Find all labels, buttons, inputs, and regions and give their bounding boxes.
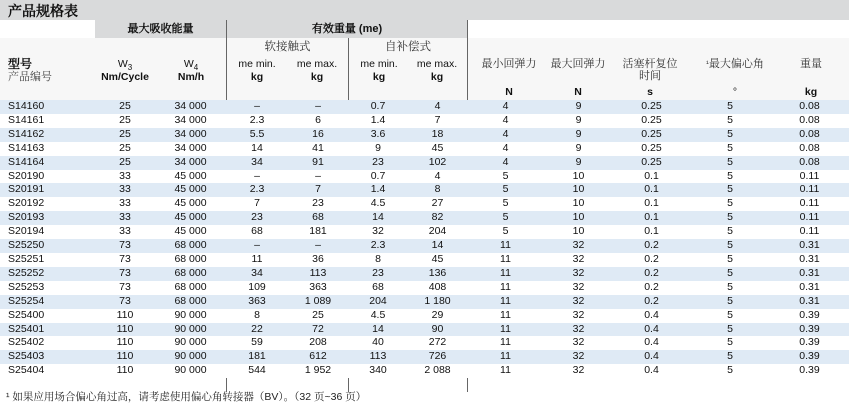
table-cell: 10 (544, 225, 613, 239)
table-cell: 0.25 (613, 114, 690, 128)
table-cell: 0.11 (770, 183, 849, 197)
table-cell: 11 (467, 309, 544, 323)
table-cell: 0.1 (613, 197, 690, 211)
model-cell: S20193 (0, 211, 95, 225)
table-cell: 22 (226, 323, 288, 337)
table-cell: 408 (408, 281, 467, 295)
table-cell: 33 (95, 211, 155, 225)
table-cell: 68 000 (155, 295, 226, 309)
table-cell: 272 (408, 336, 467, 350)
table-cell: 73 (95, 253, 155, 267)
table-cell: 0.25 (613, 100, 690, 114)
table-cell: 14 (408, 239, 467, 253)
table-cell: 363 (226, 295, 288, 309)
table-cell: 5 (690, 336, 770, 350)
self-min-unit: kg (372, 71, 386, 83)
self-min-header: me min. (360, 58, 398, 70)
table-cell: 25 (95, 142, 155, 156)
table-cell: 3.6 (348, 128, 408, 142)
reset-time-header: 活塞杆复位时间 (622, 58, 678, 82)
weight-header: 重量 (800, 58, 822, 70)
table-cell: 32 (544, 267, 613, 281)
table-cell: 34 000 (155, 100, 226, 114)
max-angle-unit: ° (732, 86, 738, 98)
group-effective-weight: 有效重量 (me) (227, 20, 467, 38)
table-cell: 68 (348, 281, 408, 295)
table-cell: 208 (288, 336, 348, 350)
table-cell: 5 (690, 211, 770, 225)
table-cell: 5 (690, 197, 770, 211)
table-cell: 5 (690, 170, 770, 184)
table-cell: 23 (348, 267, 408, 281)
table-cell: 0.39 (770, 323, 849, 337)
table-cell: 0.1 (613, 170, 690, 184)
table-row (0, 211, 849, 225)
table-cell: 204 (348, 295, 408, 309)
table-cell: 204 (408, 225, 467, 239)
table-cell: 33 (95, 225, 155, 239)
table-cell: 0.4 (613, 364, 690, 378)
table-cell: 33 (95, 183, 155, 197)
table-cell: 32 (348, 225, 408, 239)
table-cell: 32 (544, 309, 613, 323)
model-cell: S25401 (0, 323, 95, 337)
table-cell: 90 (408, 323, 467, 337)
table-cell: 110 (95, 364, 155, 378)
table-cell: 110 (95, 350, 155, 364)
table-cell: 0.11 (770, 225, 849, 239)
table-cell: 9 (544, 156, 613, 170)
table-cell: 0.11 (770, 211, 849, 225)
table-cell: 5 (467, 197, 544, 211)
table-cell: 9 (348, 142, 408, 156)
table-cell: 726 (408, 350, 467, 364)
table-cell: 4 (467, 128, 544, 142)
w3-header: $W_3$ (117, 58, 133, 73)
table-cell: 27 (408, 197, 467, 211)
table-cell: 34 (226, 267, 288, 281)
table-cell: 2.3 (348, 239, 408, 253)
max-return-unit: N (574, 86, 582, 98)
model-cell: S25252 (0, 267, 95, 281)
model-cell: S20194 (0, 225, 95, 239)
min-return-header: 最小回弹力 (481, 58, 537, 70)
table-cell: 0.25 (613, 128, 690, 142)
table-cell: 8 (226, 309, 288, 323)
table-cell: 68 000 (155, 267, 226, 281)
table-cell: 5 (690, 267, 770, 281)
table-cell: 0.39 (770, 350, 849, 364)
table-cell: 5 (467, 225, 544, 239)
table-cell: 0.31 (770, 267, 849, 281)
spec-table (0, 100, 849, 378)
table-cell: 59 (226, 336, 288, 350)
table-cell: 32 (544, 350, 613, 364)
table-cell: 4.5 (348, 309, 408, 323)
table-cell: 0.08 (770, 114, 849, 128)
subgroup-soft: 软接触式 (264, 41, 311, 53)
table-cell: 5 (467, 183, 544, 197)
table-cell: 68 000 (155, 253, 226, 267)
table-cell: 0.1 (613, 225, 690, 239)
table-cell: 0.2 (613, 253, 690, 267)
model-cell: S25402 (0, 336, 95, 350)
table-cell: 68 000 (155, 239, 226, 253)
table-cell: 14 (226, 142, 288, 156)
table-cell: 11 (467, 253, 544, 267)
table-cell: 68 (288, 211, 348, 225)
soft-min-unit: kg (250, 71, 264, 83)
table-cell: 0.4 (613, 336, 690, 350)
table-cell: 90 000 (155, 309, 226, 323)
self-max-header: me max. (416, 58, 458, 70)
table-cell: 544 (226, 364, 288, 378)
table-row (0, 267, 849, 281)
table-cell: – (226, 239, 288, 253)
table-cell: 0.2 (613, 281, 690, 295)
max-angle-header: $^{^1}$最大偏心角 (706, 58, 764, 70)
table-cell: 82 (408, 211, 467, 225)
min-return-unit: N (505, 86, 513, 98)
table-cell: 0.31 (770, 281, 849, 295)
table-cell: 0.25 (613, 156, 690, 170)
table-row (0, 183, 849, 197)
table-row (0, 225, 849, 239)
table-cell: 5 (690, 295, 770, 309)
table-row (0, 309, 849, 323)
table-cell: 4 (408, 170, 467, 184)
table-cell: 1 089 (288, 295, 348, 309)
model-cell: S20190 (0, 170, 95, 184)
group-max-absorb: 最大吸收能量 (95, 20, 226, 38)
table-cell: 40 (348, 336, 408, 350)
table-cell: 11 (467, 350, 544, 364)
soft-max-unit: kg (310, 71, 324, 83)
table-cell: 25 (95, 100, 155, 114)
table-cell: 18 (408, 128, 467, 142)
table-row (0, 100, 849, 114)
table-row (0, 128, 849, 142)
table-cell: 25 (95, 128, 155, 142)
table-row (0, 197, 849, 211)
table-cell: 32 (544, 281, 613, 295)
table-row (0, 350, 849, 364)
soft-min-header: me min. (238, 58, 276, 70)
table-row (0, 170, 849, 184)
table-cell: 41 (288, 142, 348, 156)
table-row (0, 156, 849, 170)
table-cell: 109 (226, 281, 288, 295)
table-cell: 136 (408, 267, 467, 281)
table-cell: 2.3 (226, 183, 288, 197)
table-cell: 73 (95, 295, 155, 309)
self-max-unit: kg (430, 71, 444, 83)
table-cell: 23 (348, 156, 408, 170)
table-cell: 8 (348, 253, 408, 267)
table-cell: 11 (467, 295, 544, 309)
table-cell: 7 (408, 114, 467, 128)
table-cell: 14 (348, 211, 408, 225)
table-cell: 0.1 (613, 211, 690, 225)
table-cell: 10 (544, 211, 613, 225)
table-cell: 102 (408, 156, 467, 170)
table-cell: 110 (95, 323, 155, 337)
table-cell: 32 (544, 364, 613, 378)
model-cell: S25254 (0, 295, 95, 309)
table-cell: 1.4 (348, 183, 408, 197)
table-cell: 363 (288, 281, 348, 295)
model-cell: S25250 (0, 239, 95, 253)
table-cell: 73 (95, 239, 155, 253)
table-cell: 4 (467, 156, 544, 170)
table-cell: 1 952 (288, 364, 348, 378)
table-cell: 2.3 (226, 114, 288, 128)
table-cell: 181 (288, 225, 348, 239)
table-cell: 68 (226, 225, 288, 239)
table-cell: 110 (95, 336, 155, 350)
table-cell: 340 (348, 364, 408, 378)
weight-unit: kg (804, 86, 818, 98)
table-cell: 10 (544, 197, 613, 211)
table-cell: 25 (288, 309, 348, 323)
model-cell: S25251 (0, 253, 95, 267)
table-cell: 0.7 (348, 100, 408, 114)
table-cell: 0.31 (770, 295, 849, 309)
w4-unit: Nm/h (177, 71, 205, 83)
table-cell: 45 000 (155, 170, 226, 184)
table-cell: 9 (544, 100, 613, 114)
table-cell: – (226, 100, 288, 114)
table-cell: 0.4 (613, 350, 690, 364)
table-cell: 32 (544, 253, 613, 267)
table-cell: 1 180 (408, 295, 467, 309)
table-cell: 32 (544, 323, 613, 337)
soft-max-header: me max. (296, 58, 338, 70)
table-cell: 6 (288, 114, 348, 128)
table-cell: 11 (467, 239, 544, 253)
table-row (0, 253, 849, 267)
table-cell: 45 (408, 253, 467, 267)
w4-header: $W_4$ (183, 58, 199, 73)
table-cell: 0.2 (613, 295, 690, 309)
table-cell: 73 (95, 267, 155, 281)
table-cell: 36 (288, 253, 348, 267)
table-cell: 11 (467, 336, 544, 350)
table-cell: 7 (288, 183, 348, 197)
table-cell: – (288, 170, 348, 184)
table-cell: 0.11 (770, 197, 849, 211)
table-cell: 5 (690, 323, 770, 337)
table-cell: 5 (467, 211, 544, 225)
table-cell: 1.4 (348, 114, 408, 128)
table-cell: 2 088 (408, 364, 467, 378)
table-cell: 5 (690, 142, 770, 156)
table-cell: 34 000 (155, 156, 226, 170)
model-cell: S14164 (0, 156, 95, 170)
table-cell: 4 (467, 114, 544, 128)
table-cell: 16 (288, 128, 348, 142)
table-row (0, 295, 849, 309)
table-row (0, 114, 849, 128)
table-cell: 11 (467, 323, 544, 337)
table-cell: 181 (226, 350, 288, 364)
table-cell: 14 (348, 323, 408, 337)
table-cell: 5 (690, 128, 770, 142)
table-cell: 0.11 (770, 170, 849, 184)
table-cell: 23 (288, 197, 348, 211)
table-cell: 8 (408, 183, 467, 197)
table-cell: 45 (408, 142, 467, 156)
table-cell: 110 (95, 309, 155, 323)
table-cell: 9 (544, 128, 613, 142)
table-cell: – (288, 239, 348, 253)
table-row (0, 323, 849, 337)
table-cell: 5 (690, 350, 770, 364)
table-row (0, 364, 849, 378)
table-cell: 25 (95, 156, 155, 170)
table-cell: 5 (690, 183, 770, 197)
table-cell: 7 (226, 197, 288, 211)
table-cell: 34 000 (155, 114, 226, 128)
table-cell: 11 (467, 281, 544, 295)
table-cell: 11 (226, 253, 288, 267)
table-cell: 0.4 (613, 309, 690, 323)
table-cell: 4.5 (348, 197, 408, 211)
footnote: ¹ 如果应用场合偏心角过高，请考虑使用偏心角转接器（BV）。（32 页~36 页） (6, 391, 367, 403)
model-cell: S25403 (0, 350, 95, 364)
table-cell: 5 (690, 225, 770, 239)
table-cell: 5 (467, 170, 544, 184)
model-cell: S20192 (0, 197, 95, 211)
table-row (0, 281, 849, 295)
table-cell: 0.2 (613, 267, 690, 281)
table-cell: 33 (95, 197, 155, 211)
table-cell: 32 (544, 336, 613, 350)
model-cell: S20191 (0, 183, 95, 197)
table-cell: 34 (226, 156, 288, 170)
model-cell: S14160 (0, 100, 95, 114)
model-cell: S25253 (0, 281, 95, 295)
table-cell: 0.7 (348, 170, 408, 184)
table-cell: 45 000 (155, 183, 226, 197)
subgroup-self: 自补偿式 (385, 41, 431, 53)
page-title: 产品规格表 (8, 3, 78, 19)
table-cell: 9 (544, 114, 613, 128)
table-cell: 0.25 (613, 142, 690, 156)
table-cell: 0.08 (770, 100, 849, 114)
max-return-header: 最大回弹力 (550, 58, 606, 70)
table-cell: 45 000 (155, 225, 226, 239)
table-cell: 90 000 (155, 323, 226, 337)
table-cell: 0.4 (613, 323, 690, 337)
table-cell: 113 (348, 350, 408, 364)
table-row (0, 239, 849, 253)
model-cell: S25400 (0, 309, 95, 323)
table-cell: 9 (544, 142, 613, 156)
table-cell: 612 (288, 350, 348, 364)
table-cell: 0.39 (770, 364, 849, 378)
table-cell: 5 (690, 156, 770, 170)
table-cell: 4 (408, 100, 467, 114)
table-cell: 0.1 (613, 183, 690, 197)
table-cell: 34 000 (155, 142, 226, 156)
table-cell: 0.31 (770, 253, 849, 267)
table-cell: 45 000 (155, 211, 226, 225)
model-cell: S25404 (0, 364, 95, 378)
table-cell: 29 (408, 309, 467, 323)
table-cell: 5 (690, 253, 770, 267)
table-cell: 33 (95, 170, 155, 184)
table-row (0, 336, 849, 350)
table-cell: 32 (544, 295, 613, 309)
table-cell: 10 (544, 170, 613, 184)
table-cell: 34 000 (155, 128, 226, 142)
table-cell: 5.5 (226, 128, 288, 142)
table-cell: – (226, 170, 288, 184)
table-cell: 5 (690, 100, 770, 114)
table-cell: 5 (690, 309, 770, 323)
table-cell: 11 (467, 364, 544, 378)
table-cell: 68 000 (155, 281, 226, 295)
table-cell: 0.2 (613, 239, 690, 253)
table-cell: 91 (288, 156, 348, 170)
table-cell: 45 000 (155, 197, 226, 211)
table-cell: 73 (95, 281, 155, 295)
table-cell: 25 (95, 114, 155, 128)
table-cell: 0.08 (770, 156, 849, 170)
w3-unit: Nm/Cycle (101, 71, 149, 83)
table-cell: 90 000 (155, 350, 226, 364)
model-sub-header: 产品编号 (8, 71, 52, 83)
table-cell: 5 (690, 239, 770, 253)
table-cell: 90 000 (155, 364, 226, 378)
table-cell: 72 (288, 323, 348, 337)
table-cell: 0.39 (770, 309, 849, 323)
table-cell: 5 (690, 281, 770, 295)
table-cell: 0.31 (770, 239, 849, 253)
table-cell: 5 (690, 364, 770, 378)
table-cell: 0.08 (770, 142, 849, 156)
table-cell: 32 (544, 239, 613, 253)
model-cell: S14163 (0, 142, 95, 156)
model-cell: S14161 (0, 114, 95, 128)
table-row (0, 142, 849, 156)
table-cell: 4 (467, 100, 544, 114)
table-cell: 0.08 (770, 128, 849, 142)
table-cell: 23 (226, 211, 288, 225)
table-cell: 11 (467, 267, 544, 281)
table-cell: 5 (690, 114, 770, 128)
table-cell: 90 000 (155, 336, 226, 350)
table-cell: 10 (544, 183, 613, 197)
model-header: 型号 (8, 57, 33, 71)
model-cell: S14162 (0, 128, 95, 142)
table-cell: 113 (288, 267, 348, 281)
reset-time-unit: s (647, 86, 653, 98)
table-cell: – (288, 100, 348, 114)
title-bar (0, 0, 849, 20)
table-cell: 4 (467, 142, 544, 156)
table-cell: 0.39 (770, 336, 849, 350)
